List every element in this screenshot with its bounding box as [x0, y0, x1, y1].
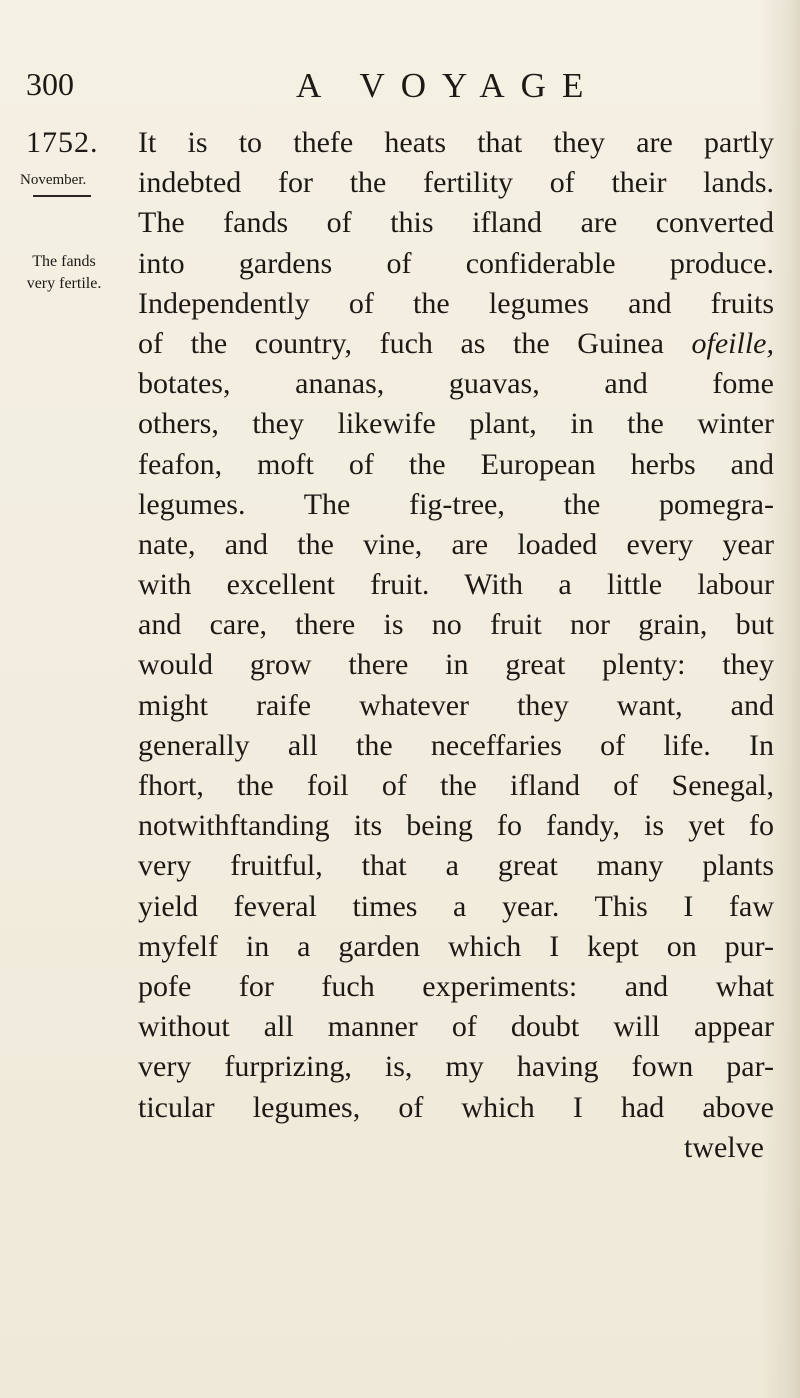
text-line: others, they likewife plant, in the winter	[138, 407, 774, 441]
text-line: nate, and the vine, are loaded every year	[138, 527, 774, 561]
text-line: and care, there is no fruit nor grain, but	[138, 608, 774, 642]
margin-rule	[33, 195, 91, 197]
text-line: fhort, the foil of the ifland of Senegal,	[138, 769, 774, 802]
margin-note	[19, 251, 109, 295]
text-line: pofe for fuch experiments: and what	[138, 969, 774, 1003]
italic-word: ofeille,	[691, 326, 774, 360]
text-line: generally all the neceffaries of life. In	[138, 728, 774, 762]
margin-note-line: very fertile.	[26, 275, 102, 292]
page-number: 300	[26, 66, 74, 102]
text-line: indebted for the fertility of their lands.	[138, 166, 774, 200]
text-line: legumes. The fig-tree, the pomegra-	[138, 487, 774, 521]
running-title: A VOYAGE	[296, 66, 600, 105]
text-line: would grow there in great plenty: they	[138, 648, 774, 682]
text-line-part: of the country, fuch as the Guinea	[138, 326, 664, 360]
text-line: yield feveral times a year. This I faw	[138, 889, 774, 923]
body-text	[138, 123, 774, 1168]
text-line: It is to thefe heats that they are partly	[138, 126, 774, 159]
text-line-with-italic	[138, 324, 774, 364]
text-line: into gardens of confiderable produce.	[138, 246, 774, 280]
text-line: very furprizing, is, my having fown par-	[138, 1050, 774, 1084]
text-line: Independently of the legumes and fruits	[138, 286, 774, 320]
text-line: ticular legumes, of which I had above	[138, 1090, 774, 1124]
text-line: without all manner of doubt will appear	[138, 1010, 774, 1044]
text-line: with excellent fruit. With a little labour	[138, 568, 774, 602]
text-line: botates, ananas, guavas, and fome	[138, 367, 774, 401]
text-line: might raife whatever they want, and	[138, 688, 774, 722]
text-line: feafon, moft of the European herbs and	[138, 447, 774, 481]
text-line: very fruitful, that a great many plants	[138, 849, 774, 883]
catchword: twelve	[684, 1130, 764, 1164]
margin-note-line: The fands	[32, 253, 96, 270]
text-line: The fands of this ifland are converted	[138, 206, 774, 240]
margin-month: November.	[20, 172, 87, 188]
text-line: notwithftanding its being fo fandy, is yet fo	[138, 809, 774, 843]
margin-year: 1752.	[26, 126, 99, 159]
text-line: myfelf in a garden which I kept on pur-	[138, 929, 774, 963]
